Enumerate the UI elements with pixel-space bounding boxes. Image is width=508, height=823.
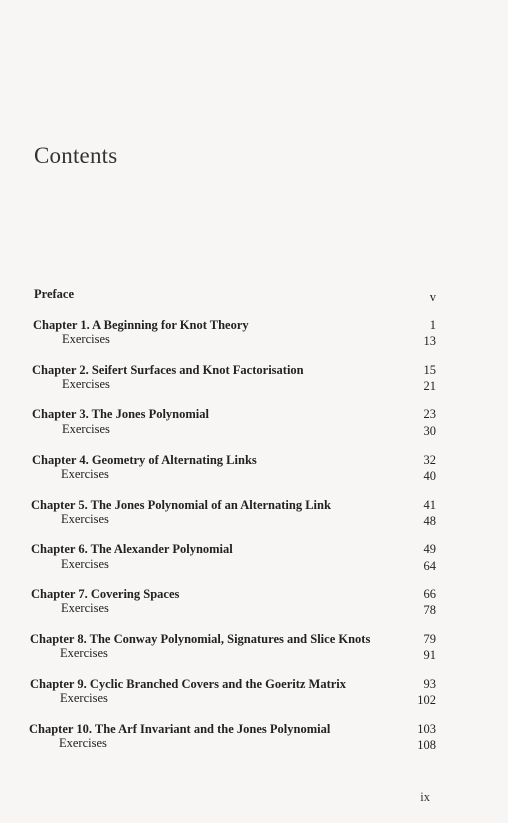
toc-entry-page: 23 — [423, 407, 436, 421]
toc-entry-label: Exercises — [61, 557, 109, 571]
toc-entry-exercises — [0, 645, 508, 661]
toc-entry-label: Exercises — [61, 601, 109, 615]
toc-entry-page: 64 — [423, 559, 436, 573]
toc-entry-label: Exercises — [61, 467, 109, 481]
toc-entry-page: 48 — [423, 514, 436, 528]
toc-entry-page: 66 — [423, 587, 436, 601]
toc-entry-preface — [0, 286, 508, 302]
page-number: ix — [420, 790, 430, 804]
toc-entry-page: 91 — [423, 648, 436, 662]
toc-entry-page: 41 — [423, 498, 436, 512]
toc-entry-label: Chapter 6. The Alexander Polynomial — [31, 542, 233, 556]
toc-entry-label: Chapter 7. Covering Spaces — [31, 587, 180, 601]
toc-entry-exercises — [0, 466, 508, 482]
toc-entry-label: Chapter 5. The Jones Polynomial of an Alternating Link — [31, 498, 331, 512]
toc-entry-label: Exercises — [60, 646, 108, 660]
toc-entry-page: 32 — [423, 453, 436, 467]
toc-entry-page: 13 — [423, 334, 436, 348]
toc-entry-exercises — [0, 421, 508, 437]
toc-entry-page: 15 — [423, 363, 436, 377]
toc-entry-page: 93 — [423, 677, 436, 691]
toc-entry-label: Preface — [34, 287, 75, 301]
toc-entry-label: Exercises — [62, 332, 110, 346]
toc-entry-label: Chapter 3. The Jones Polynomial — [32, 407, 209, 421]
toc-entry-label: Chapter 8. The Conway Polynomial, Signatures and Slice Knots — [30, 632, 371, 646]
toc-entry-exercises — [0, 556, 508, 572]
toc-entry-label: Exercises — [60, 691, 108, 705]
toc-entry-exercises — [0, 376, 508, 392]
toc-entry-label: Chapter 9. Cyclic Branched Covers and the Goeritz Matrix — [30, 677, 347, 691]
toc-entry-label: Exercises — [62, 422, 110, 436]
toc-entry-exercises — [0, 511, 508, 527]
toc-entry-chapter-3 — [0, 406, 508, 422]
toc-entry-exercises — [0, 331, 508, 347]
toc-entry-exercises — [0, 690, 508, 706]
page-title: Contents — [34, 143, 118, 168]
toc-entry-page: 1 — [429, 318, 436, 332]
toc-entry-page: v — [429, 290, 436, 304]
toc-entry-page: 108 — [417, 738, 436, 752]
toc-entry-label: Chapter 1. A Beginning for Knot Theory — [33, 318, 249, 332]
toc-entry-page: 40 — [423, 469, 436, 483]
toc-entry-page: 30 — [423, 424, 436, 438]
toc-entry-label: Chapter 4. Geometry of Alternating Links — [32, 453, 257, 467]
toc-entry-label: Exercises — [61, 512, 109, 526]
toc-entry-page: 78 — [423, 603, 436, 617]
toc-entry-page: 103 — [417, 722, 436, 736]
toc-entry-page: 49 — [423, 542, 436, 556]
toc-entry-label: Chapter 2. Seifert Surfaces and Knot Factorisation — [32, 363, 304, 377]
toc-entry-chapter-6 — [0, 541, 508, 557]
toc-entry-page: 102 — [417, 693, 436, 707]
toc-entry-exercises — [0, 600, 508, 616]
toc-entry-page: 21 — [423, 379, 436, 393]
toc-entry-label: Exercises — [62, 377, 110, 391]
toc-entry-label: Chapter 10. The Arf Invariant and the Jones Polynomial — [29, 722, 331, 736]
toc-entry-exercises — [0, 735, 508, 751]
toc-entry-page: 79 — [423, 632, 436, 646]
toc-entry-label: Exercises — [59, 736, 107, 750]
